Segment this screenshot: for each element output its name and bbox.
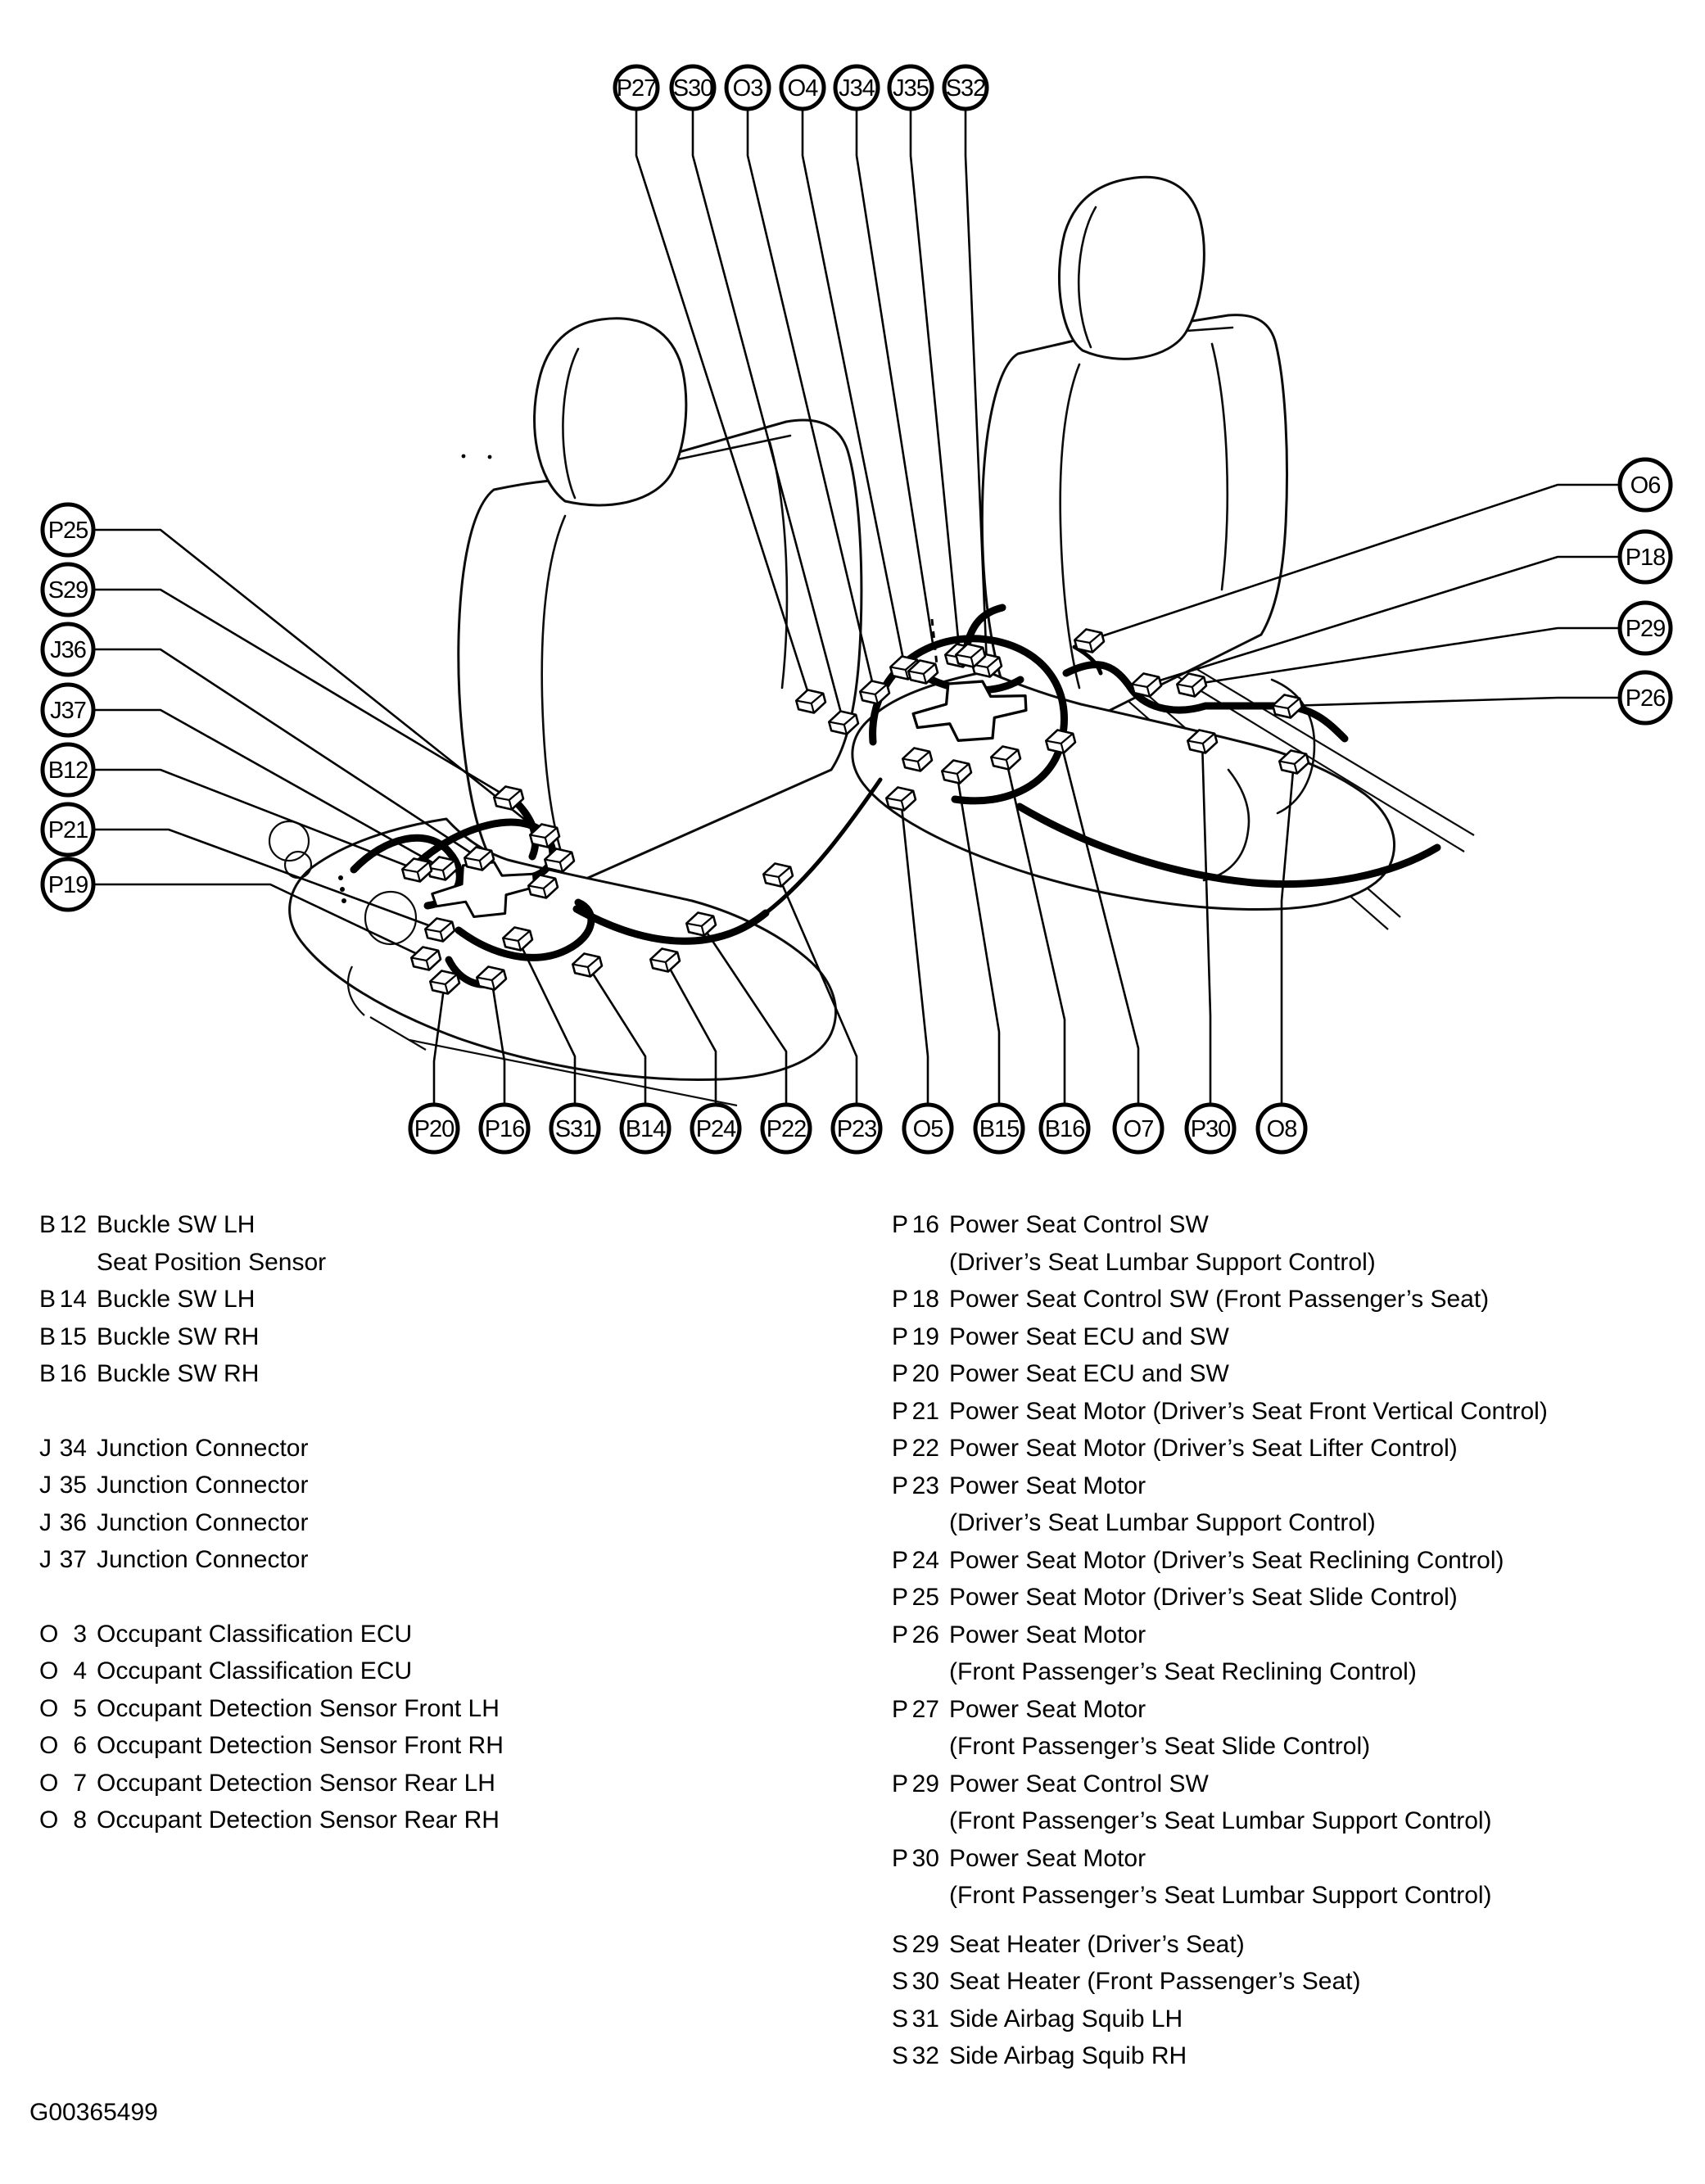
passenger-seat-outline [852,177,1474,929]
legend-line: Buckle SW RH [97,1323,260,1350]
detail-dot [340,887,345,892]
legend-entry-P25 [892,1579,1548,1617]
legend-code: J 34 [39,1434,87,1462]
legend-code: S 30 [892,1968,939,1995]
legend-description [97,1318,259,1356]
legend-code: P 25 [892,1584,939,1611]
legend-entry-P26 [892,1617,1548,1691]
legend-description [97,1281,255,1318]
legend-entry-S31 [892,2001,1548,2038]
legend-entry-S30 [892,1963,1548,2001]
legend-line: Junction Connector [97,1546,309,1573]
legend-line: Power Seat Motor (Driver’s Seat Front Vertical Control) [949,1397,1548,1425]
callout-label-P25: P25 [47,518,88,544]
callout-label-B15: B15 [979,1116,1020,1142]
legend-line: Buckle SW LH [97,1211,256,1238]
callout-label-O3: O3 [732,75,763,102]
legend-description [949,1766,1492,1840]
callout-label-S31: S31 [554,1116,595,1142]
legend-column-right [892,1206,1548,2087]
legend-entry-P20 [892,1355,1548,1393]
legend-entry-S32 [892,2037,1548,2075]
legend-description [97,1802,500,1839]
legend-entry-J37 [39,1541,504,1579]
headrest [535,319,686,505]
legend-code: S 29 [892,1930,939,1958]
legend-line: (Front Passenger’s Seat Reclining Control) [949,1658,1417,1685]
legend-description [97,1727,504,1765]
legend-entry-O7 [39,1765,504,1802]
callout-label-P23: P23 [836,1116,877,1142]
legend-description [949,1542,1504,1580]
legend-line: Occupant Detection Sensor Front LH [97,1694,500,1722]
callout-label-O5: O5 [912,1116,943,1142]
legend-code: O 3 [39,1620,87,1648]
callout-label-P29: P29 [1625,616,1666,642]
legend-line: (Driver’s Seat Lumbar Support Control) [949,1509,1376,1536]
legend-line: (Driver’s Seat Lumbar Support Control) [949,1248,1376,1276]
harness-bridge [766,780,880,913]
callout-label-P21: P21 [47,817,88,843]
legend-line: (Front Passenger’s Seat Lumbar Support Control) [949,1807,1492,1834]
legend-code: P 23 [892,1472,939,1499]
legend-code: P 19 [892,1323,939,1350]
headrest [1059,177,1204,359]
legend-code: P 29 [892,1770,939,1797]
legend-entry-O8 [39,1802,504,1839]
legend-line: Side Airbag Squib RH [949,2042,1187,2069]
callout-label-J34: J34 [839,75,875,102]
callout-label-J37: J37 [50,698,86,724]
legend-code: S 31 [892,2005,939,2033]
legend-line: Side Airbag Squib LH [949,2005,1183,2033]
leader-line-O5 [901,798,928,1105]
callout-label-J36: J36 [50,637,86,663]
legend-entry-O4 [39,1653,504,1690]
leader-line-S29 [93,590,509,798]
legend-code: J 35 [39,1472,87,1499]
legend-description [97,1653,412,1690]
callout-label-S29: S29 [47,577,88,604]
speckle-dot [462,454,466,459]
legend-code: P 21 [892,1397,939,1425]
legend-description [97,1206,326,1281]
legend-code: O 6 [39,1732,87,1759]
legend-code: B 16 [39,1360,87,1387]
figure-code: G00365499 [29,2099,158,2126]
legend-line: (Front Passenger’s Seat Lumbar Support Control) [949,1882,1492,1909]
callout-label-P19: P19 [47,872,88,898]
leader-line-P26 [1287,698,1620,706]
callout-label-P24: P24 [695,1116,736,1142]
callout-label-S30: S30 [672,75,713,102]
callout-label-P26: P26 [1625,685,1666,712]
legend-code: O 5 [39,1694,87,1722]
legend-line: (Front Passenger’s Seat Slide Control) [949,1733,1371,1760]
detail-dot [338,875,343,880]
legend-description [97,1355,259,1393]
legend-code: P 27 [892,1695,939,1723]
callout-label-B12: B12 [47,757,88,784]
seat-back [982,315,1287,728]
legend-description [949,1691,1370,1766]
legend-description [949,1926,1245,1964]
legend-entry-P22 [892,1430,1548,1467]
legend-description [949,1617,1417,1691]
legend-line: Power Seat Motor [949,1844,1146,1872]
legend-line: Buckle SW LH [97,1286,256,1313]
legend-line: Power Seat Motor (Driver’s Seat Reclining Control) [949,1546,1504,1574]
legend-code: P 18 [892,1286,939,1313]
callout-label-O8: O8 [1266,1116,1297,1142]
leader-line-S32 [966,109,987,665]
legend-description [949,1430,1458,1467]
legend-line: Power Seat Motor [949,1621,1146,1648]
legend-description [949,1281,1489,1318]
legend-line: Power Seat Control SW (Front Passenger’s Seat) [949,1286,1490,1313]
legend-right-group-0 [892,1206,1548,1915]
legend-entry-P24 [892,1542,1548,1580]
legend-left-group-1 [39,1430,504,1579]
callout-label-O6: O6 [1630,473,1661,499]
legend-line: Seat Heater (Front Passenger’s Seat) [949,1968,1361,1995]
legend-description [949,1467,1376,1542]
legend-description [949,1963,1360,2001]
callout-label-P20: P20 [414,1116,455,1142]
legend-entry-J36 [39,1504,504,1542]
legend-line: Power Seat Motor [949,1695,1146,1723]
legend-line: Power Seat ECU and SW [949,1360,1229,1387]
legend-code: B 15 [39,1323,87,1350]
legend-code: O 4 [39,1657,87,1684]
legend-line: Seat Heater (Driver’s Seat) [949,1930,1245,1958]
legend-code: B 12 [39,1211,87,1238]
legend-column-left [39,1206,504,1876]
callout-label-O4: O4 [787,75,818,102]
legend-description [949,1840,1492,1915]
legend-line: Occupant Detection Sensor Rear RH [97,1806,500,1834]
driver-seat-outline [269,319,862,1106]
legend-entry-J35 [39,1467,504,1504]
legend-code: P 22 [892,1435,939,1462]
legend-line: Buckle SW RH [97,1360,260,1387]
legend-description [97,1467,309,1504]
legend-entry-P23 [892,1467,1548,1542]
legend-entry-P21 [892,1393,1548,1431]
legend-code: P 30 [892,1844,939,1872]
legend-line: Power Seat ECU and SW [949,1323,1229,1350]
callout-label-P18: P18 [1625,545,1666,571]
legend-entry-P30 [892,1840,1548,1915]
legend-entry-B14 [39,1281,504,1318]
legend-entry-P16 [892,1206,1548,1281]
legend-code: J 36 [39,1508,87,1536]
legend-description [97,1616,412,1653]
legend-line: Power Seat Control SW [949,1770,1209,1797]
callout-label-O7: O7 [1123,1116,1154,1142]
legend-entry-B16 [39,1355,504,1393]
legend-entry-P27 [892,1691,1548,1766]
legend-entry-P29 [892,1766,1548,1840]
legend-line: Junction Connector [97,1508,309,1536]
legend-entry-B12 [39,1206,504,1281]
legend-left-group-2 [39,1616,504,1839]
legend-description [97,1541,309,1579]
legend-entry-B15 [39,1318,504,1356]
leader-line-J34 [857,109,934,649]
legend-code: P 20 [892,1360,939,1387]
legend-description [949,1355,1229,1393]
legend-code: O 7 [39,1769,87,1797]
legend-line: Occupant Classification ECU [97,1620,413,1648]
legend-right-group-1 [892,1926,1548,2075]
legend-description [97,1690,500,1728]
legend-description [97,1430,309,1467]
legend-description [949,1579,1458,1617]
legend-description [949,1318,1229,1356]
legend-description [97,1765,495,1802]
legend-line: Occupant Detection Sensor Front RH [97,1732,504,1759]
legend-line: Seat Position Sensor [97,1248,327,1276]
legend-code: B 14 [39,1286,87,1313]
legend-line: Power Seat Motor (Driver’s Seat Slide Control) [949,1584,1458,1611]
speckle-dot [488,455,492,459]
callout-label-J35: J35 [893,75,929,102]
legend-entry-S29 [892,1926,1548,1964]
legend-code: J 37 [39,1546,87,1573]
legend-entry-O6 [39,1727,504,1765]
callout-label-P30: P30 [1190,1116,1231,1142]
legend-line: Occupant Classification ECU [97,1657,413,1684]
callout-label-B16: B16 [1044,1116,1085,1142]
legend-code: P 24 [892,1546,939,1574]
legend-code: S 32 [892,2042,939,2069]
legend-description [97,1504,309,1542]
legend-code: O 8 [39,1806,87,1834]
legend-entry-P19 [892,1318,1548,1356]
legend-description [949,1393,1548,1431]
legend-code: P 26 [892,1621,939,1648]
legend-line: Junction Connector [97,1472,309,1499]
legend-description [949,2037,1187,2075]
legend-entry-P18 [892,1281,1548,1318]
callout-label-B14: B14 [625,1116,666,1142]
legend-line: Power Seat Control SW [949,1211,1209,1238]
connector-box [762,860,794,890]
legend-line: Occupant Detection Sensor Rear LH [97,1769,495,1797]
callout-label-S32: S32 [945,75,986,102]
legend-description [949,2001,1183,2038]
legend-line: Power Seat Motor [949,1472,1146,1499]
legend-code: P 16 [892,1211,939,1238]
detail-dot [341,898,346,903]
legend-entry-O5 [39,1690,504,1728]
legend-line: Junction Connector [97,1434,309,1462]
legend-line: Power Seat Motor (Driver’s Seat Lifter Control) [949,1435,1458,1462]
callout-label-P22: P22 [766,1116,807,1142]
leader-line-J35 [911,109,960,655]
callout-label-P16: P16 [484,1116,525,1142]
legend-description [949,1206,1376,1281]
callout-label-P27: P27 [616,75,657,102]
legend-entry-J34 [39,1430,504,1467]
legend-left-group-0 [39,1206,504,1393]
legend-entry-O3 [39,1616,504,1653]
